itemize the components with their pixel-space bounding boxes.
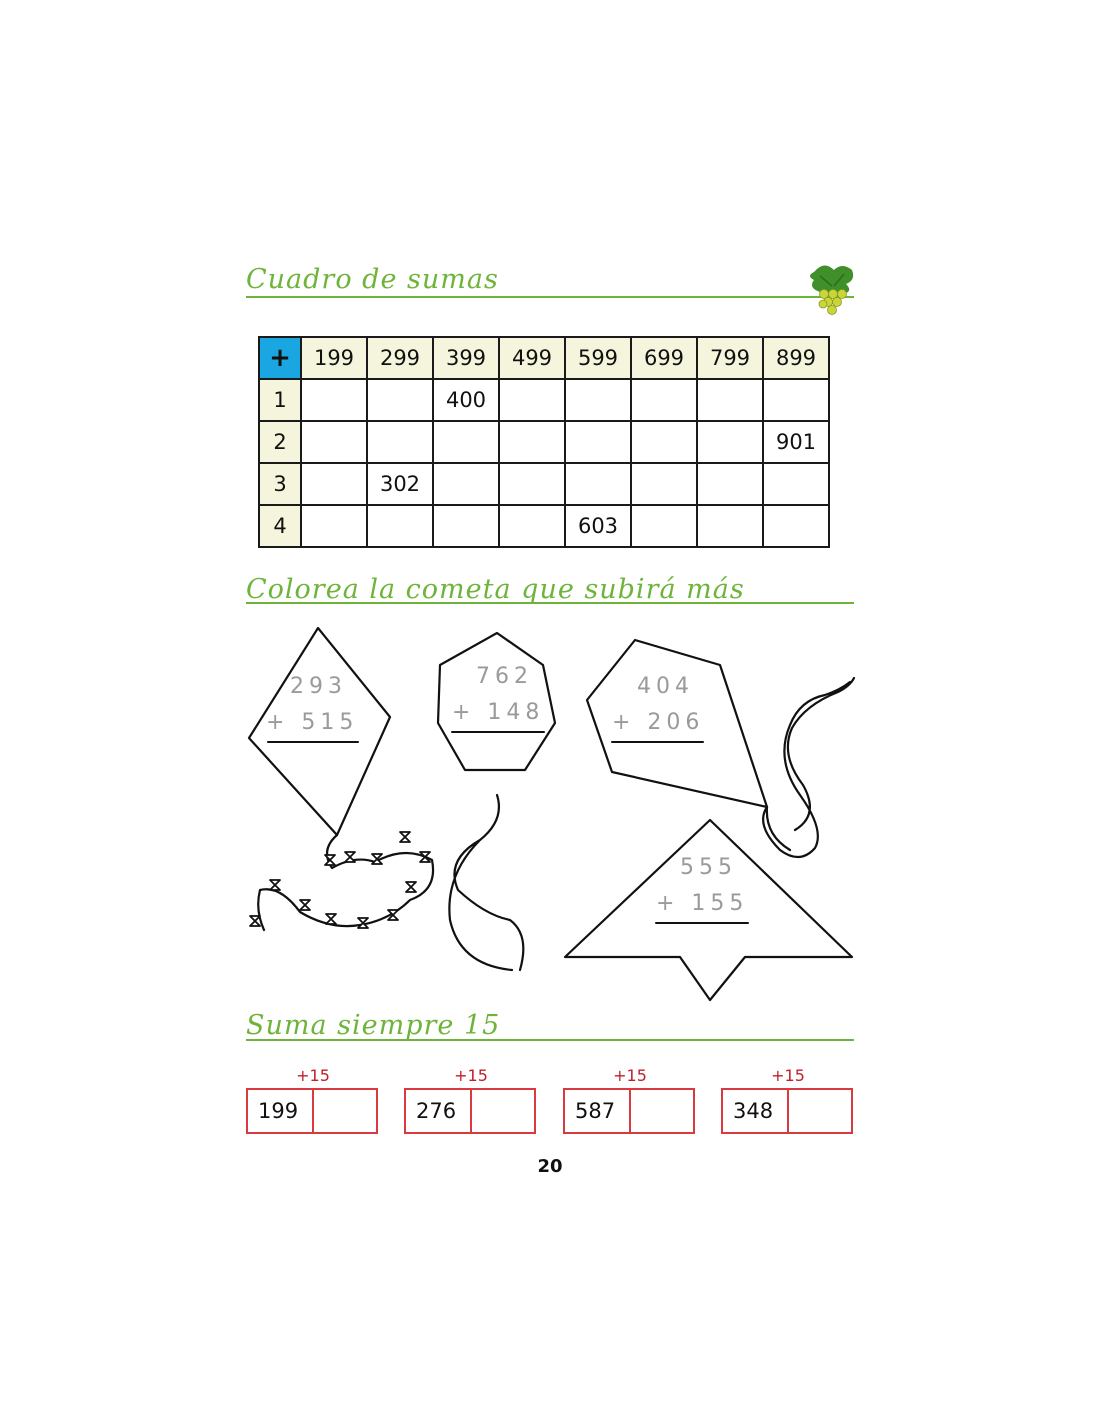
answer-cell[interactable]: 400 <box>433 379 499 421</box>
answer-cell[interactable] <box>565 421 631 463</box>
column-header: 399 <box>433 337 499 379</box>
row-header: 3 <box>259 463 301 505</box>
kite-3-bottom: + 206 <box>612 710 705 735</box>
answer-cell[interactable] <box>631 505 697 547</box>
row-header: 1 <box>259 379 301 421</box>
kite-2-top: 762 <box>476 664 533 689</box>
kite-4-bottom: + 155 <box>656 891 749 916</box>
row-header: 2 <box>259 421 301 463</box>
start-number: 276 <box>416 1099 457 1123</box>
column-header: 299 <box>367 337 433 379</box>
answer-cell[interactable] <box>629 1090 693 1132</box>
add-label: +15 <box>613 1066 647 1085</box>
answer-cell[interactable] <box>697 463 763 505</box>
column-header: 899 <box>763 337 829 379</box>
add-box <box>721 1088 853 1134</box>
answer-cell[interactable] <box>697 505 763 547</box>
answer-cell[interactable] <box>301 463 367 505</box>
column-header: 499 <box>499 337 565 379</box>
answer-cell[interactable] <box>433 463 499 505</box>
section-title-add-fifteen: Suma siempre 15 <box>246 1010 501 1041</box>
answer-cell[interactable] <box>312 1090 376 1132</box>
column-header: 699 <box>631 337 697 379</box>
add-label: +15 <box>454 1066 488 1085</box>
answer-cell[interactable] <box>631 421 697 463</box>
column-header: 599 <box>565 337 631 379</box>
kite-3-top: 404 <box>637 674 694 699</box>
add-box <box>563 1088 695 1134</box>
add-label: +15 <box>771 1066 805 1085</box>
kite-4-top: 555 <box>680 855 737 880</box>
answer-cell[interactable] <box>763 379 829 421</box>
answer-cell[interactable]: 901 <box>763 421 829 463</box>
answer-cell[interactable] <box>565 463 631 505</box>
answer-cell[interactable] <box>367 421 433 463</box>
kites-illustration <box>240 620 865 1010</box>
answer-cell[interactable] <box>631 463 697 505</box>
answer-cell[interactable] <box>367 379 433 421</box>
section-title-kites: Colorea la cometa que subirá más <box>246 574 745 605</box>
column-header: 199 <box>301 337 367 379</box>
kite-1-bottom: + 515 <box>266 710 359 735</box>
add-box <box>404 1088 536 1134</box>
answer-cell[interactable] <box>499 379 565 421</box>
kite-1-top: 293 <box>290 674 347 699</box>
kite-1-bows <box>250 832 430 928</box>
answer-cell[interactable] <box>433 421 499 463</box>
section-underline <box>246 602 854 604</box>
answer-cell[interactable] <box>565 379 631 421</box>
start-number: 587 <box>575 1099 616 1123</box>
answer-cell[interactable] <box>631 379 697 421</box>
answer-cell[interactable] <box>301 421 367 463</box>
column-header: 799 <box>697 337 763 379</box>
section-underline <box>246 1039 854 1041</box>
grapes-icon <box>806 262 858 320</box>
kite-2-bottom: + 148 <box>452 700 545 725</box>
answer-cell[interactable] <box>697 421 763 463</box>
add-label: +15 <box>296 1066 330 1085</box>
section-underline <box>246 296 854 298</box>
plus-corner-cell: + <box>259 337 301 379</box>
addition-table <box>258 336 830 548</box>
row-header: 4 <box>259 505 301 547</box>
section-title-sum-table: Cuadro de sumas <box>246 264 499 295</box>
answer-cell[interactable] <box>787 1090 851 1132</box>
start-number: 199 <box>258 1099 299 1123</box>
answer-cell[interactable]: 302 <box>367 463 433 505</box>
answer-cell[interactable] <box>301 505 367 547</box>
answer-cell[interactable] <box>763 505 829 547</box>
add-box <box>246 1088 378 1134</box>
answer-cell[interactable] <box>697 379 763 421</box>
answer-cell[interactable] <box>301 379 367 421</box>
answer-cell[interactable] <box>499 463 565 505</box>
answer-cell[interactable] <box>470 1090 534 1132</box>
answer-cell[interactable] <box>763 463 829 505</box>
start-number: 348 <box>733 1099 774 1123</box>
answer-cell[interactable] <box>367 505 433 547</box>
answer-cell[interactable] <box>433 505 499 547</box>
answer-cell[interactable]: 603 <box>565 505 631 547</box>
answer-cell[interactable] <box>499 505 565 547</box>
page-number: 20 <box>537 1156 563 1177</box>
answer-cell[interactable] <box>499 421 565 463</box>
